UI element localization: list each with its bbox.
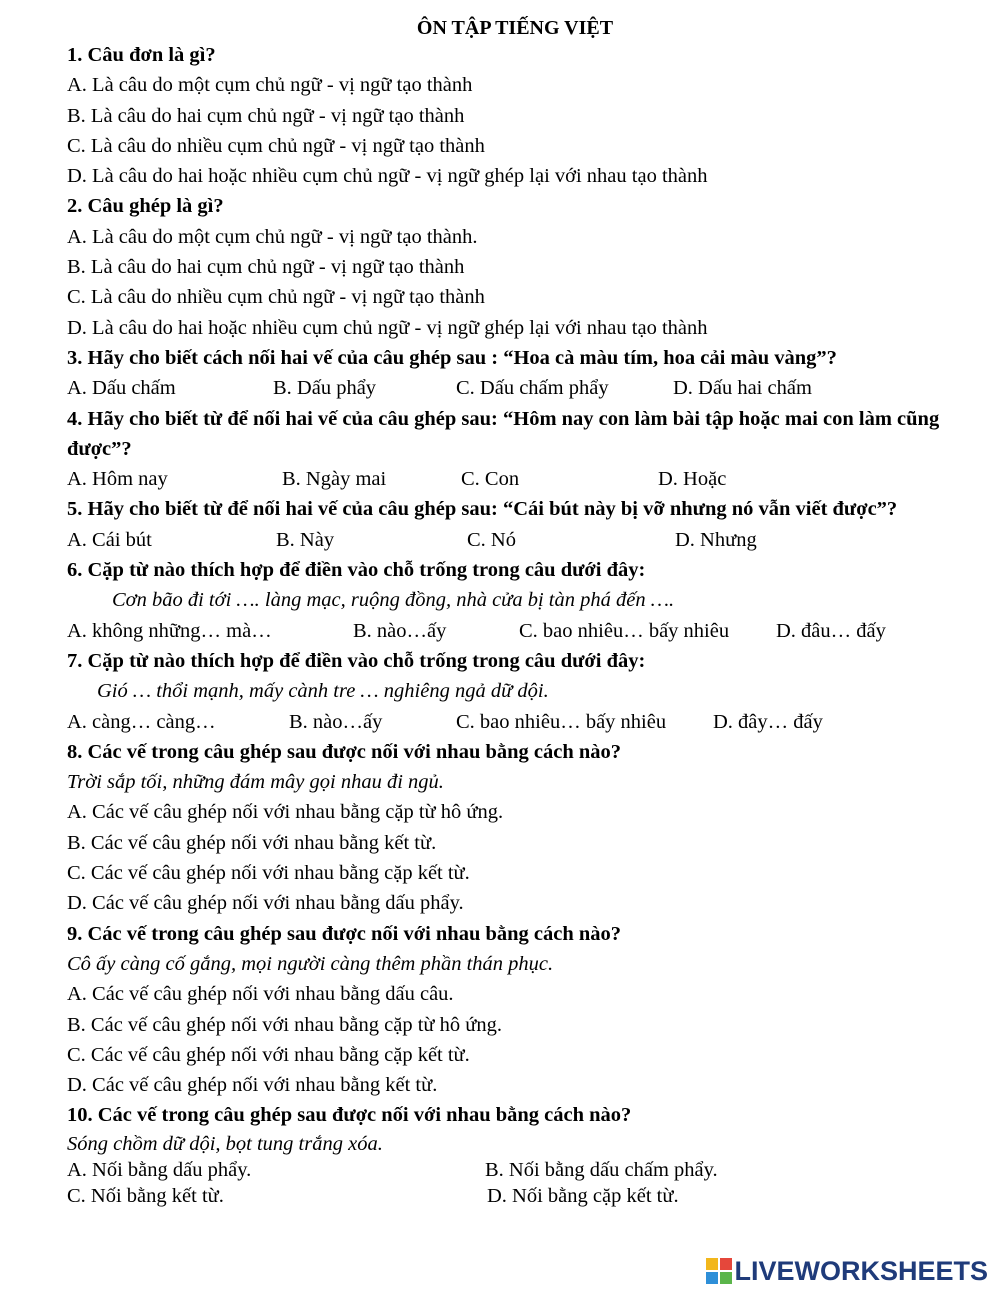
q5-option-a: A. Cái bút <box>67 528 152 551</box>
q10-options-row-1 <box>67 1157 967 1183</box>
q7-sentence: Gió … thổi mạnh, mấy cành tre … nghiêng ngả dữ dội. <box>97 680 549 703</box>
q2-option-d: D. Là câu do hai hoặc nhiều cụm chủ ngữ - vị ngữ ghép lại với nhau tạo thành <box>67 316 708 339</box>
q4-options <box>67 464 967 494</box>
q7-options <box>67 707 967 737</box>
question-7: 7. Cặp từ nào thích hợp để điền vào chỗ trống trong câu dưới đây: <box>67 649 646 672</box>
question-3: 3. Hãy cho biết cách nối hai vế của câu ghép sau : “Hoa cà màu tím, hoa cải màu vàng”? <box>67 346 837 369</box>
q6-option-c: C. bao nhiêu… bấy nhiêu <box>519 619 730 642</box>
q3-option-d: D. Dấu hai chấm <box>673 377 812 400</box>
q8-sentence: Trời sắp tối, những đám mây gọi nhau đi ngủ. <box>67 771 444 794</box>
q3-option-c: C. Dấu chấm phẩy <box>456 377 609 400</box>
q8-option-c: C. Các vế câu ghép nối với nhau bằng cặp kết từ. <box>67 862 470 885</box>
q10-option-b: B. Nối bằng dấu chấm phẩy. <box>485 1158 718 1181</box>
q5-option-d: D. Nhưng <box>675 528 757 551</box>
question-9: 9. Các vế trong câu ghép sau được nối với nhau bằng cách nào? <box>67 922 622 945</box>
q10-options-row-2 <box>67 1183 967 1209</box>
q9-option-c: C. Các vế câu ghép nối với nhau bằng cặp kết từ. <box>67 1043 470 1066</box>
q7-option-b: B. nào…ấy <box>289 710 383 733</box>
liveworksheets-logo-icon <box>706 1258 732 1284</box>
q2-option-a: A. Là câu do một cụm chủ ngữ - vị ngữ tạo thành. <box>67 225 478 248</box>
question-8: 8. Các vế trong câu ghép sau được nối với nhau bằng cách nào? <box>67 740 622 763</box>
q5-option-b: B. Này <box>276 528 335 551</box>
q4-option-b: B. Ngày mai <box>282 468 387 491</box>
q3-option-a: A. Dấu chấm <box>67 377 176 400</box>
q9-option-d: D. Các vế câu ghép nối với nhau bằng kết từ. <box>67 1074 438 1097</box>
q6-option-b: B. nào…ấy <box>353 619 447 642</box>
q6-option-a: A. không những… mà… <box>67 619 272 642</box>
question-4: 4. Hãy cho biết từ để nối hai vế của câu ghép sau: “Hôm nay con làm bài tập hoặc mai con làm cũng được”? <box>67 407 940 460</box>
q5-option-c: C. Nó <box>467 528 516 551</box>
q7-option-a: A. càng… càng… <box>67 710 216 733</box>
question-6: 6. Cặp từ nào thích hợp để điền vào chỗ trống trong câu dưới đây: <box>67 559 646 582</box>
q3-options <box>67 373 967 403</box>
q4-option-c: C. Con <box>461 468 520 491</box>
q1-option-a: A. Là câu do một cụm chủ ngữ - vị ngữ tạo thành <box>67 74 473 97</box>
q6-sentence: Cơn bão đi tới …. làng mạc, ruộng đồng, nhà cửa bị tàn phá đến …. <box>112 589 675 612</box>
q6-options <box>67 616 967 646</box>
q1-option-c: C. Là câu do nhiều cụm chủ ngữ - vị ngữ tạo thành <box>67 134 485 157</box>
q10-sentence: Sóng chồm dữ dội, bọt tung trắng xóa. <box>67 1132 383 1155</box>
q1-option-b: B. Là câu do hai cụm chủ ngữ - vị ngữ tạo thành <box>67 104 465 127</box>
q2-option-b: B. Là câu do hai cụm chủ ngữ - vị ngữ tạo thành <box>67 256 465 279</box>
question-list <box>67 40 967 1209</box>
question-1: 1. Câu đơn là gì? <box>67 44 216 66</box>
q3-option-b: B. Dấu phẩy <box>273 377 377 400</box>
q6-option-d: D. đâu… đấy <box>776 619 886 642</box>
q10-option-d: D. Nối bằng cặp kết từ. <box>487 1184 679 1207</box>
q2-option-c: C. Là câu do nhiều cụm chủ ngữ - vị ngữ tạo thành <box>67 286 485 309</box>
page-title: ÔN TẬP TIẾNG VIỆT <box>416 17 614 39</box>
q8-option-a: A. Các vế câu ghép nối với nhau bằng cặp từ hô ứng. <box>67 801 504 824</box>
q7-option-c: C. bao nhiêu… bấy nhiêu <box>456 710 667 733</box>
q9-sentence: Cô ấy càng cố gắng, mọi người càng thêm phần thán phục. <box>67 952 554 975</box>
q9-option-a: A. Các vế câu ghép nối với nhau bằng dấu câu. <box>67 983 454 1006</box>
brand-name: LIVEWORKSHEETS <box>734 1255 988 1286</box>
q10-option-c: C. Nối bằng kết từ. <box>67 1184 224 1207</box>
q1-option-d: D. Là câu do hai hoặc nhiều cụm chủ ngữ - vị ngữ ghép lại với nhau tạo thành <box>67 165 708 188</box>
question-10: 10. Các vế trong câu ghép sau được nối với nhau bằng cách nào? <box>67 1104 632 1127</box>
q9-option-b: B. Các vế câu ghép nối với nhau bằng cặp từ hô ứng. <box>67 1013 502 1036</box>
question-5: 5. Hãy cho biết từ để nối hai vế của câu ghép sau: “Cái bút này bị vỡ nhưng nó vẫn viết được”? <box>67 498 898 521</box>
q8-option-d: D. Các vế câu ghép nối với nhau bằng dấu phẩy. <box>67 892 464 915</box>
q4-option-d: D. Hoặc <box>658 468 727 491</box>
question-2: 2. Câu ghép là gì? <box>67 195 224 218</box>
q5-options <box>67 525 967 555</box>
q7-option-d: D. đây… đấy <box>713 710 823 733</box>
q8-option-b: B. Các vế câu ghép nối với nhau bằng kết từ. <box>67 831 437 854</box>
q4-option-a: A. Hôm nay <box>67 468 168 491</box>
liveworksheets-logo[interactable] <box>706 1254 988 1288</box>
q10-option-a: A. Nối bằng dấu phẩy. <box>67 1158 252 1181</box>
